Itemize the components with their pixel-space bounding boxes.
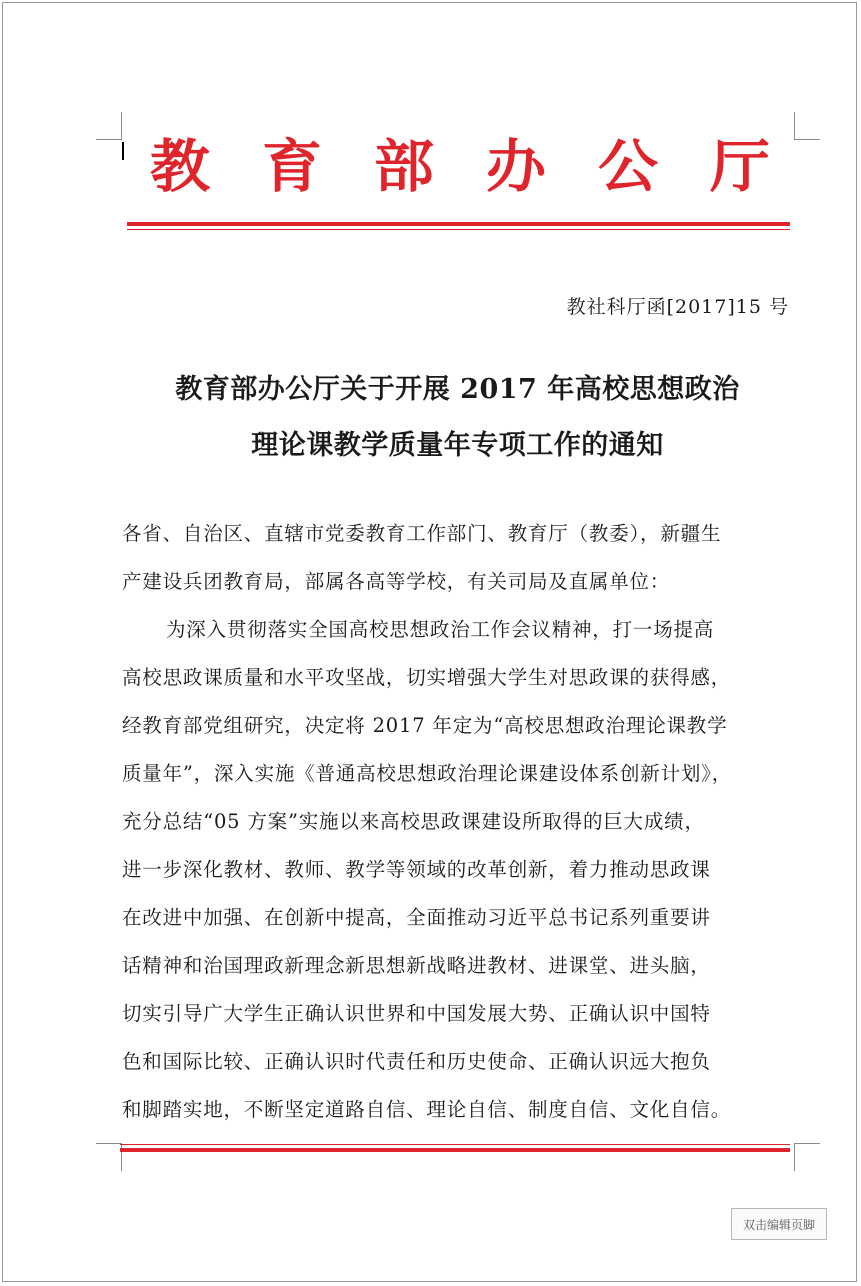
divider-thick-line xyxy=(127,222,790,226)
letterhead-char: 教 xyxy=(150,133,210,201)
letterhead-divider xyxy=(127,222,790,231)
margin-mark-bottom-right xyxy=(794,1143,795,1171)
divider-thick-line xyxy=(120,1148,790,1152)
letterhead-char: 厅 xyxy=(710,133,770,201)
body-line: 产建设兵团教育局，部属各高等学校，有关司局及直属单位： xyxy=(122,570,671,593)
body-line: 进一步深化教材、教师、教学等领域的改革创新，着力推动思政课 xyxy=(122,858,711,881)
text-cursor xyxy=(122,142,124,160)
letterhead-char: 办 xyxy=(486,133,546,201)
margin-mark-top-right xyxy=(794,139,820,140)
body-line: 切实引导广大学生正确认识世界和中国发展大势、正确认识中国特 xyxy=(122,1002,711,1025)
letterhead-char: 育 xyxy=(262,133,322,201)
document-title xyxy=(120,362,795,474)
edit-footer-button[interactable]: 双击编辑页脚 xyxy=(731,1208,827,1240)
body-line: 和脚踏实地，不断坚定道路自信、理论自信、制度自信、文化自信。 xyxy=(122,1098,732,1121)
body-line: 高校思政课质量和水平攻坚战，切实增强大学生对思政课的获得感， xyxy=(122,666,732,689)
margin-mark-top-right xyxy=(794,112,795,140)
body-line: 质量年”，深入实施《普通高校思想政治理论课建设体系创新计划》， xyxy=(122,762,733,785)
divider-thin-line xyxy=(127,229,790,230)
title-line: 教育部办公厅关于开展 2017 年高校思想政治 xyxy=(175,374,740,405)
body-line: 经教育部党组研究，决定将 2017 年定为“高校思想政治理论课教学 xyxy=(122,714,728,737)
margin-mark-top-left xyxy=(96,139,122,140)
body-line: 为深入贯彻落实全国高校思想政治工作会议精神，打一场提高 xyxy=(166,618,715,641)
margin-mark-bottom-right xyxy=(794,1143,820,1144)
letterhead-char: 部 xyxy=(374,133,434,201)
body-line: 话精神和治国理政新理念新思想新战略进教材、进课堂、进头脑， xyxy=(122,954,711,977)
body-line: 在改进中加强、在创新中提高，全面推动习近平总书记系列重要讲 xyxy=(122,906,711,929)
body-line: 各省、自治区、直辖市党委教育工作部门、教育厅（教委），新疆生 xyxy=(122,522,722,545)
body-line: 色和国际比较、正确认识时代责任和历史使命、正确认识远大抱负 xyxy=(122,1050,711,1073)
letterhead-char: 公 xyxy=(598,133,658,201)
document-number: 教社科厅函[2017]15 号 xyxy=(566,296,789,318)
footer-divider xyxy=(120,1144,790,1153)
title-line: 理论课教学质量年专项工作的通知 xyxy=(251,430,664,461)
divider-thin-line xyxy=(120,1144,790,1145)
margin-mark-bottom-left xyxy=(96,1143,122,1144)
margin-mark-top-left xyxy=(121,112,122,140)
body-line: 充分总结“05 方案”实施以来高校思政课建设所取得的巨大成绩， xyxy=(122,810,705,833)
letterhead xyxy=(150,128,770,206)
document-body xyxy=(122,510,794,1134)
